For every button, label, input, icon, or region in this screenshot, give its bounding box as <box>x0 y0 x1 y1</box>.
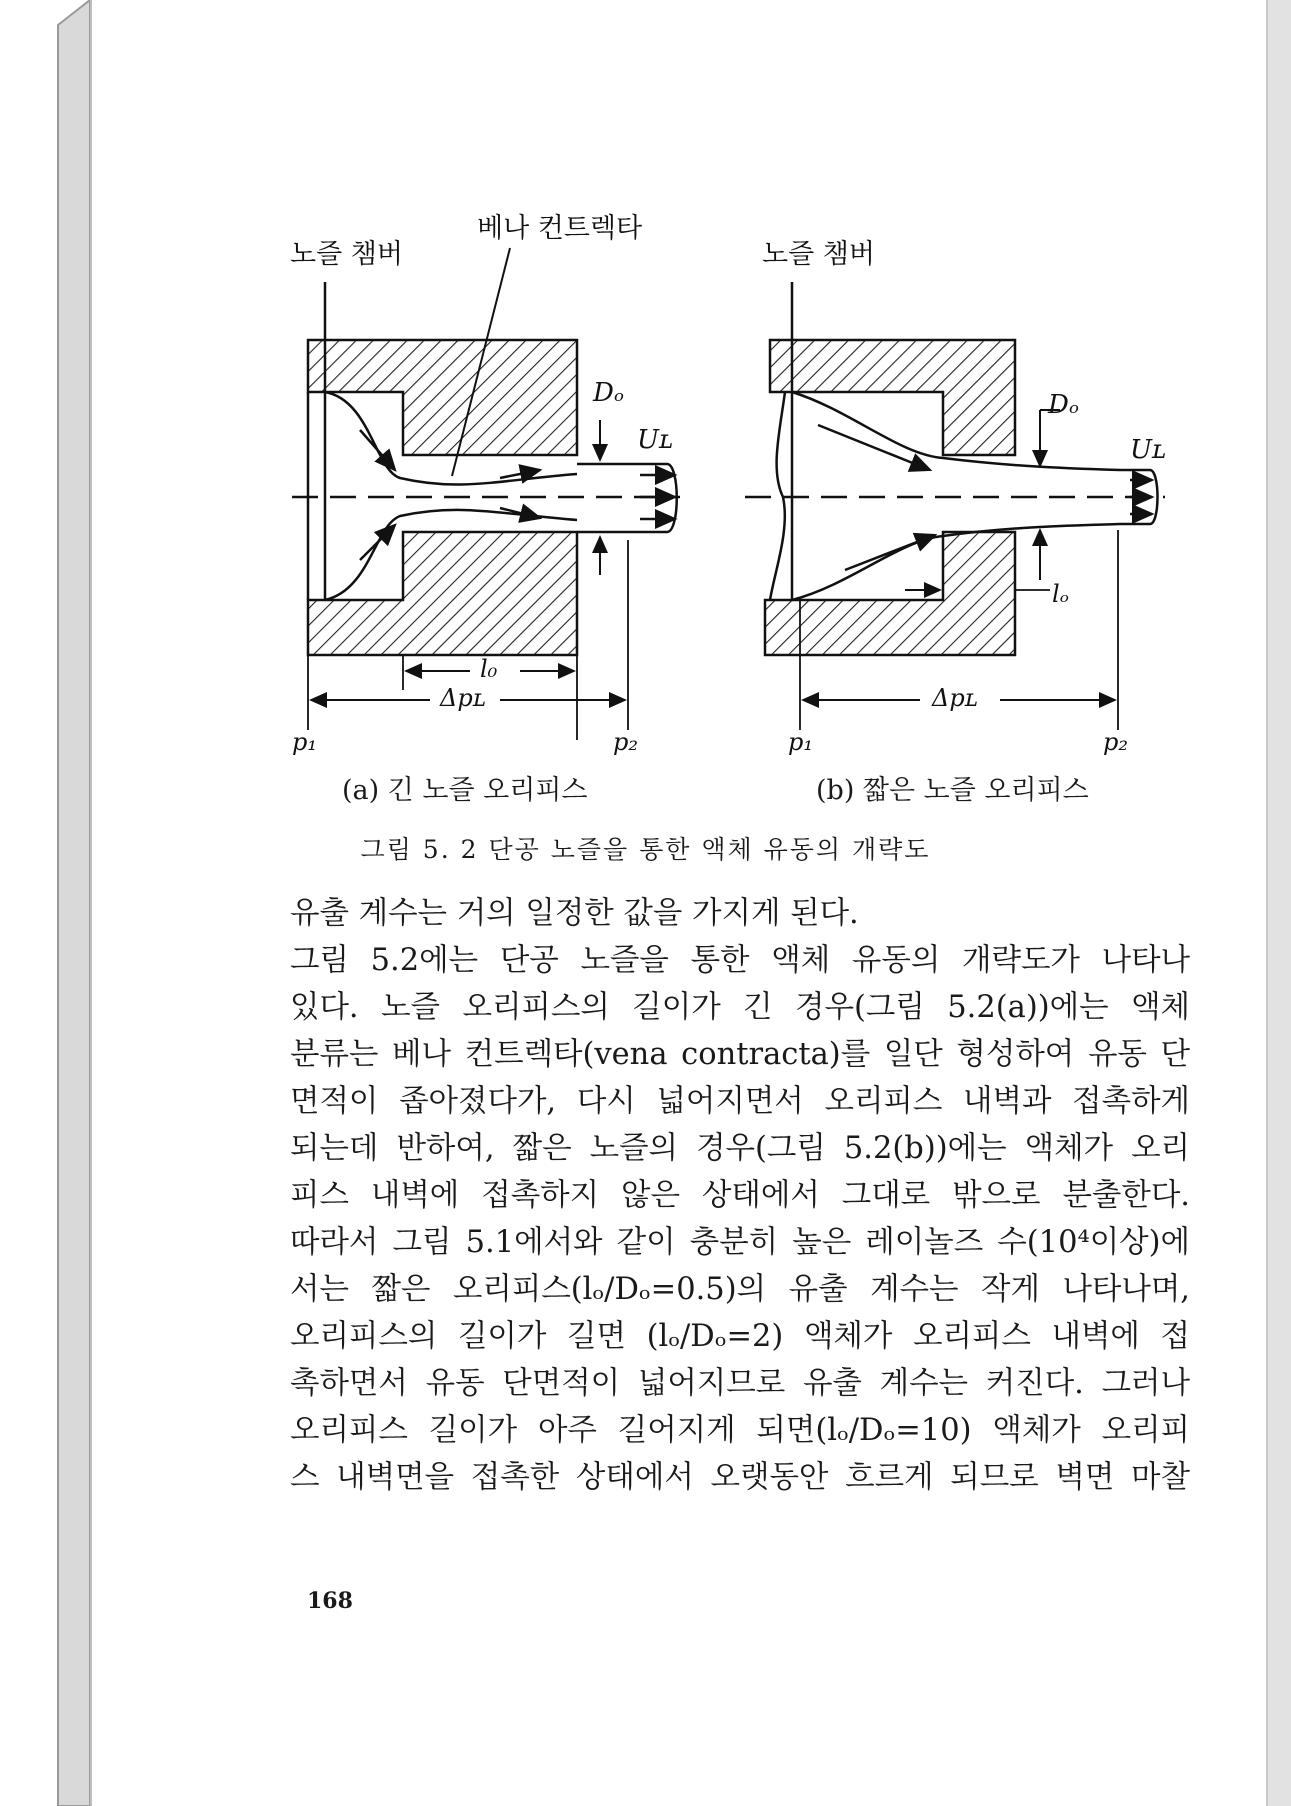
body-line: 오리피스의 길이가 길면 (lₒ/Dₒ=2) 액체가 오리피스 내벽에 접 <box>290 1319 1190 1354</box>
dp-label-a: Δpʟ <box>440 684 486 712</box>
chamber-label-a: 노즐 챔버 <box>290 239 403 270</box>
l0-label-a: l₀ <box>480 655 498 683</box>
p1-label-a: p₁ <box>292 728 317 756</box>
body-line: 촉하면서 유동 단면적이 넓어지므로 유출 계수는 커진다. 그러나 <box>290 1366 1190 1401</box>
body-line: 유출 계수는 거의 일정한 값을 가지게 된다. <box>290 896 859 931</box>
p1-label-b: p₁ <box>788 728 813 756</box>
body-line: 따라서 그림 5.1에서와 같이 충분히 높은 레이놀즈 수(10⁴이상)에 <box>290 1225 1190 1260</box>
subcaption-b: (b) 짧은 노즐 오리피스 <box>816 775 1089 806</box>
body-line: 그림 5.2에는 단공 노즐을 통한 액체 유동의 개략도가 나타나 <box>290 943 1190 978</box>
body-text <box>290 890 1190 1501</box>
body-line: 서는 짧은 오리피스(lₒ/Dₒ=0.5)의 유출 계수는 작게 나타나며, <box>290 1272 1190 1307</box>
chamber-label-b: 노즐 챔버 <box>762 239 875 270</box>
ul-label-a: Uʟ <box>637 425 674 455</box>
body-line: 피스 내벽에 접촉하지 않은 상태에서 그대로 밖으로 분출한다. <box>290 1178 1190 1213</box>
p2-label-b: p₂ <box>1103 728 1128 756</box>
p2-label-a: p₂ <box>613 728 638 756</box>
figure-caption: 그림 5. 2 단공 노즐을 통한 액체 유동의 개략도 <box>360 835 931 864</box>
body-line: 스 내벽면을 접촉한 상태에서 오랫동안 흐르게 되므로 벽면 마찰 <box>290 1460 1190 1495</box>
body-line: 분류는 베나 컨트렉타(vena contracta)를 일단 형성하여 유동 단 <box>290 1037 1190 1072</box>
page-number: 168 <box>307 1588 353 1614</box>
d0-label-a: Dₒ <box>593 378 624 408</box>
body-line: 오리피스 길이가 아주 길어지게 되면(lₒ/Dₒ=10) 액체가 오리피 <box>290 1413 1190 1448</box>
ul-label-b: Uʟ <box>1130 435 1167 465</box>
nozzle-figure <box>0 0 1291 820</box>
body-line: 있다. 노즐 오리피스의 길이가 긴 경우(그림 5.2(a))에는 액체 <box>290 990 1190 1025</box>
subcaption-a: (a) 긴 노즐 오리피스 <box>342 775 588 806</box>
figure-b <box>745 282 1165 730</box>
l0-label-b: lₒ <box>1052 580 1069 608</box>
vena-contracta-label: 베나 컨트렉타 <box>477 213 643 244</box>
body-line: 되는데 반하여, 짧은 노즐의 경우(그림 5.2(b))에는 액체가 오리 <box>290 1131 1190 1166</box>
body-line: 면적이 좁아졌다가, 다시 넓어지면서 오리피스 내벽과 접촉하게 <box>290 1084 1190 1119</box>
d0-label-b: Dₒ <box>1048 390 1079 420</box>
dp-label-b: Δpʟ <box>932 684 978 712</box>
